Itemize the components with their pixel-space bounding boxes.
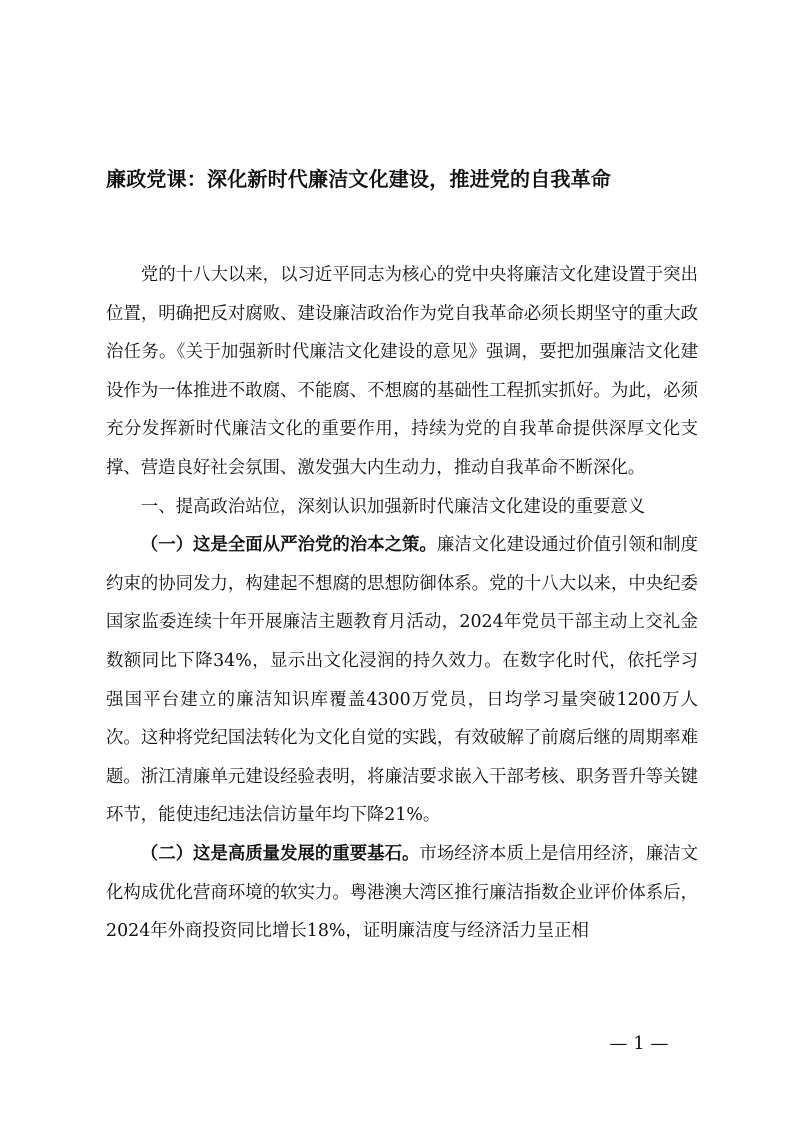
point-one-lead: （一）这是全面从严治党的治本之策。 — [140, 535, 437, 556]
point-two-text: 市场经济本质上是信用经济，廉洁文化构成优化营商环境的软实力。粤港澳大湾区推行廉洁指数企业评价体系后，2024年外商投资同比增长18%，证明廉洁度与经济活力呈正相 — [106, 843, 698, 942]
point-one-paragraph — [106, 526, 698, 835]
intro-paragraph: 党的十八大以来，以习近平同志为核心的党中央将廉洁文化建设置于突出位置，明确把反对腐败、建设廉洁政治作为党自我革命必须长期坚守的重大政治任务。《关于加强新时代廉洁文化建设的意见》强调，要把加强廉洁文化建设作为一体推进不敢腐、不能腐、不想腐的基础性工程抓实抓好。为此，必须充分发挥新时代廉洁文化的重要作用，持续为党的自我革命提供深厚文化支撑、营造良好社会氛围、激发强大内生动力，推动自我革命不断深化。 — [106, 265, 698, 478]
page-number: — 1 — — [609, 1033, 669, 1054]
point-two-paragraph — [106, 835, 698, 951]
section-heading: 一、提高政治站位，深刻认识加强新时代廉洁文化建设的重要意义 — [140, 496, 646, 517]
document-body — [106, 256, 698, 951]
point-two-lead: （二）这是高质量发展的重要基石。 — [140, 843, 420, 864]
document-title: 廉政党课：深化新时代廉洁文化建设，推进党的自我革命 — [106, 167, 611, 191]
point-one-text: 廉洁文化建设通过价值引领和制度约束的协同发力，构建起不想腐的思想防御体系。党的十八大以来，中央纪委国家监委连续十年开展廉洁主题教育月活动，2024年党员干部主动上交礼金数额同比下降34%，显示出文化浸润的持久效力。在数字化时代，依托学习强国平台建立的廉洁知识库覆盖4300万党员，日均学习量突破1200万人次。这种将党纪国法转化为文化自觉的实践，有效破解了前腐后继的周期率难题。浙江清廉单元建设经验表明，将廉洁要求嵌入干部考核、职务晋升等关键环节，能使违纪违法信访量年均下降21%。 — [106, 535, 698, 826]
